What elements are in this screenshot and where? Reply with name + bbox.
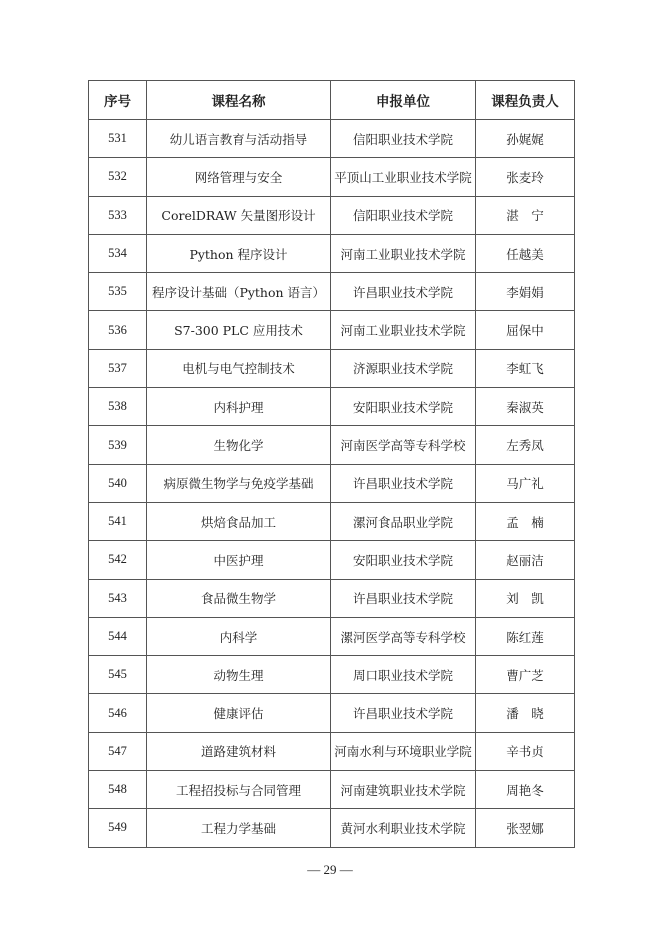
row-index: 549 xyxy=(89,809,147,847)
course-name: 工程力学基础 xyxy=(147,809,331,847)
table-row xyxy=(89,349,575,387)
course-lead: 孙娓娓 xyxy=(476,120,575,158)
row-index: 540 xyxy=(89,464,147,502)
course-lead: 湛 宁 xyxy=(476,196,575,234)
table-row xyxy=(89,388,575,426)
row-index: 538 xyxy=(89,388,147,426)
course-lead: 孟 楠 xyxy=(476,502,575,540)
header-course-name: 课程名称 xyxy=(147,81,331,120)
course-lead: 张麦玲 xyxy=(476,158,575,196)
table-row xyxy=(89,120,575,158)
course-name: 中医护理 xyxy=(147,541,331,579)
row-index: 548 xyxy=(89,771,147,809)
row-index: 541 xyxy=(89,502,147,540)
institution: 信阳职业技术学院 xyxy=(331,120,476,158)
institution: 黄河水利职业技术学院 xyxy=(331,809,476,847)
course-lead: 秦淑英 xyxy=(476,388,575,426)
course-name: 动物生理 xyxy=(147,656,331,694)
course-name: 生物化学 xyxy=(147,426,331,464)
course-table xyxy=(88,80,575,848)
course-name: 工程招投标与合同管理 xyxy=(147,771,331,809)
course-name: 内科学 xyxy=(147,617,331,655)
institution: 许昌职业技术学院 xyxy=(331,464,476,502)
institution: 济源职业技术学院 xyxy=(331,349,476,387)
row-index: 533 xyxy=(89,196,147,234)
row-index: 545 xyxy=(89,656,147,694)
course-name: 幼儿语言教育与活动指导 xyxy=(147,120,331,158)
table-row xyxy=(89,579,575,617)
institution: 河南医学高等专科学校 xyxy=(331,426,476,464)
table-row xyxy=(89,502,575,540)
row-index: 546 xyxy=(89,694,147,732)
table-row xyxy=(89,311,575,349)
table-row xyxy=(89,732,575,770)
course-lead: 任越美 xyxy=(476,234,575,272)
course-name: S7-300 PLC 应用技术 xyxy=(147,311,331,349)
table-row xyxy=(89,234,575,272)
course-lead: 辛书贞 xyxy=(476,732,575,770)
institution: 河南工业职业技术学院 xyxy=(331,311,476,349)
table-row xyxy=(89,694,575,732)
course-name: 病原微生物学与免疫学基础 xyxy=(147,464,331,502)
course-name: 道路建筑材料 xyxy=(147,732,331,770)
table-row xyxy=(89,196,575,234)
row-index: 542 xyxy=(89,541,147,579)
course-lead: 李娟娟 xyxy=(476,273,575,311)
course-lead: 张翌娜 xyxy=(476,809,575,847)
institution: 河南工业职业技术学院 xyxy=(331,234,476,272)
table-row xyxy=(89,809,575,847)
header-index: 序号 xyxy=(89,81,147,120)
table-row xyxy=(89,426,575,464)
course-lead: 周艳冬 xyxy=(476,771,575,809)
table-row xyxy=(89,273,575,311)
row-index: 544 xyxy=(89,617,147,655)
row-index: 539 xyxy=(89,426,147,464)
header-course-lead: 课程负责人 xyxy=(476,81,575,120)
course-lead: 刘 凯 xyxy=(476,579,575,617)
course-name: 程序设计基础（Python 语言） xyxy=(147,273,331,311)
course-lead: 赵丽洁 xyxy=(476,541,575,579)
course-lead: 陈红莲 xyxy=(476,617,575,655)
institution: 许昌职业技术学院 xyxy=(331,579,476,617)
institution: 信阳职业技术学院 xyxy=(331,196,476,234)
institution: 许昌职业技术学院 xyxy=(331,273,476,311)
table-row xyxy=(89,656,575,694)
institution: 漯河医学高等专科学校 xyxy=(331,617,476,655)
table-row xyxy=(89,541,575,579)
course-lead: 左秀凤 xyxy=(476,426,575,464)
row-index: 531 xyxy=(89,120,147,158)
course-name: Python 程序设计 xyxy=(147,234,331,272)
page-number: — 29 — xyxy=(307,862,353,877)
row-index: 547 xyxy=(89,732,147,770)
header-institution: 申报单位 xyxy=(331,81,476,120)
course-lead: 李虹飞 xyxy=(476,349,575,387)
institution: 许昌职业技术学院 xyxy=(331,694,476,732)
row-index: 536 xyxy=(89,311,147,349)
table-row xyxy=(89,771,575,809)
course-lead: 屈保中 xyxy=(476,311,575,349)
row-index: 532 xyxy=(89,158,147,196)
table-row xyxy=(89,158,575,196)
row-index: 537 xyxy=(89,349,147,387)
course-lead: 曹广芝 xyxy=(476,656,575,694)
course-name: 健康评估 xyxy=(147,694,331,732)
row-index: 534 xyxy=(89,234,147,272)
row-index: 535 xyxy=(89,273,147,311)
institution: 安阳职业技术学院 xyxy=(331,388,476,426)
course-name: 食品微生物学 xyxy=(147,579,331,617)
course-name: 内科护理 xyxy=(147,388,331,426)
course-name: 电机与电气控制技术 xyxy=(147,349,331,387)
institution: 河南建筑职业技术学院 xyxy=(331,771,476,809)
institution: 平顶山工业职业技术学院 xyxy=(331,158,476,196)
course-lead: 潘 晓 xyxy=(476,694,575,732)
institution: 安阳职业技术学院 xyxy=(331,541,476,579)
course-lead: 马广礼 xyxy=(476,464,575,502)
course-name: 网络管理与安全 xyxy=(147,158,331,196)
table-row xyxy=(89,464,575,502)
table-header-row xyxy=(89,81,575,120)
course-name: CorelDRAW 矢量图形设计 xyxy=(147,196,331,234)
row-index: 543 xyxy=(89,579,147,617)
institution: 周口职业技术学院 xyxy=(331,656,476,694)
institution: 河南水利与环境职业学院 xyxy=(331,732,476,770)
course-name: 烘焙食品加工 xyxy=(147,502,331,540)
institution: 漯河食品职业学院 xyxy=(331,502,476,540)
table-row xyxy=(89,617,575,655)
